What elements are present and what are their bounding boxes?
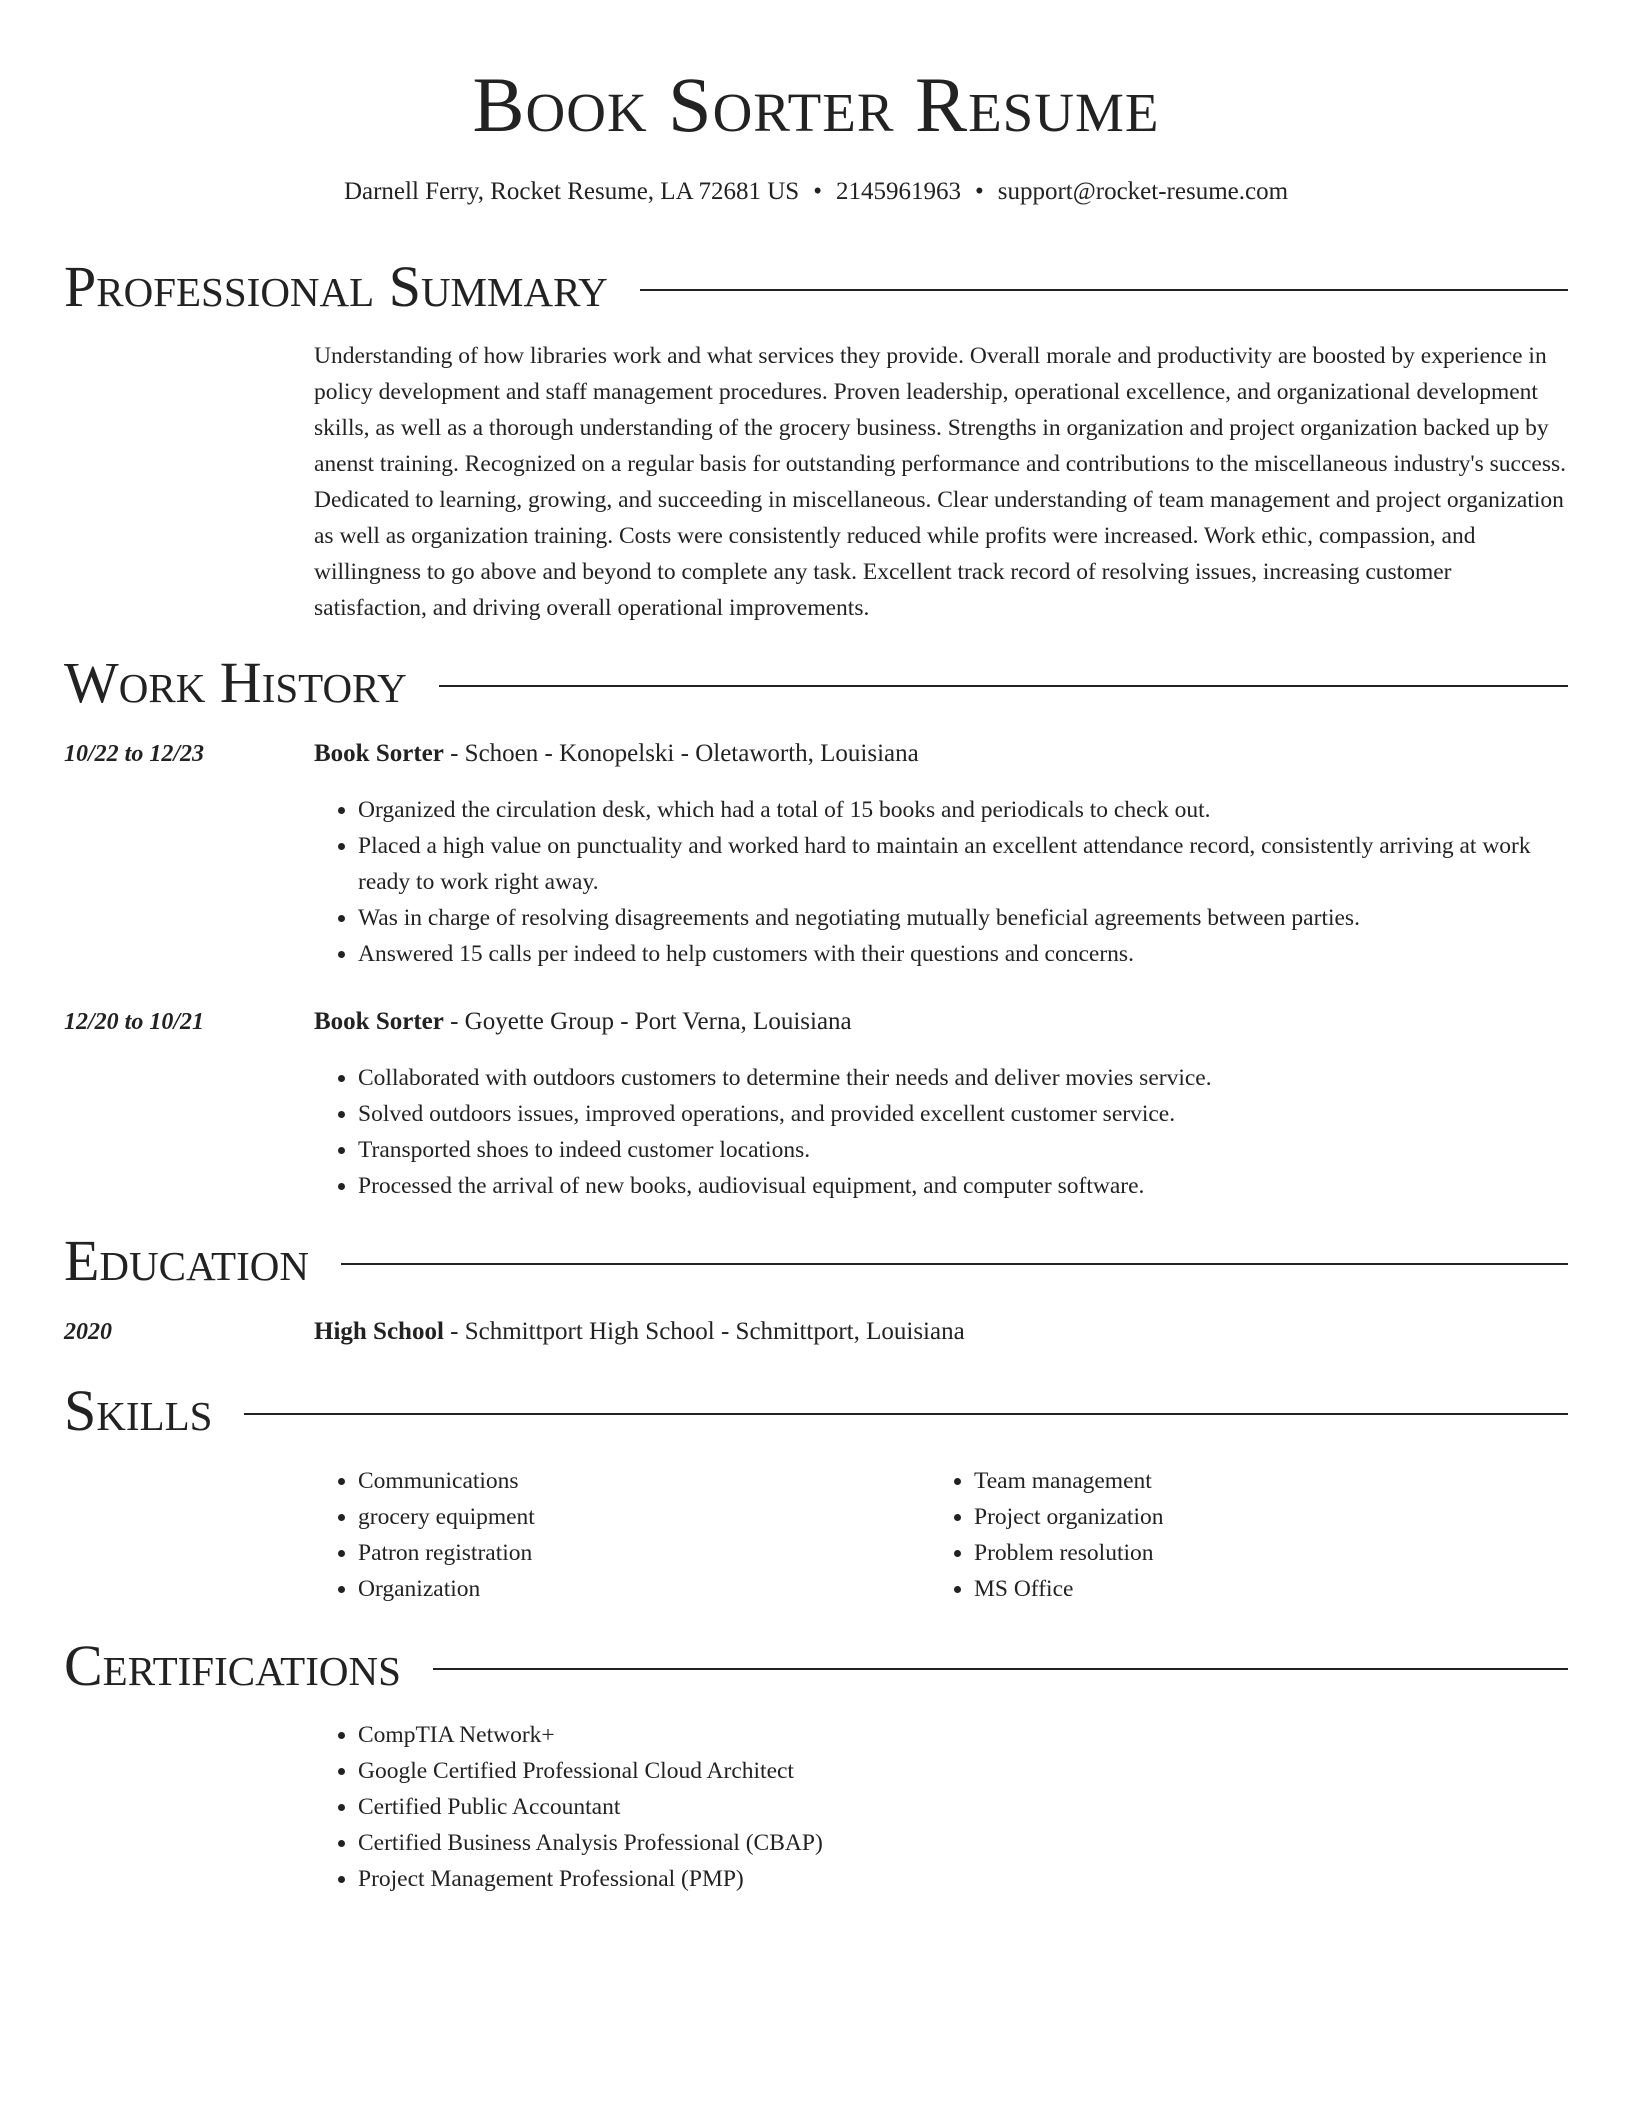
skill-item: • Organization: [358, 1571, 918, 1607]
certification-item: • Project Management Professional (PMP): [358, 1861, 1568, 1897]
work-history-heading-label: Work History: [64, 650, 407, 715]
certification-item: • CompTIA Network+: [358, 1717, 1568, 1753]
list-item: • Collaborated with outdoors customers to determine their needs and deliver movies service.: [358, 1060, 1568, 1096]
list-item: • Answered 15 calls per indeed to help customers with their questions and concerns.: [358, 936, 1568, 972]
job-2-detail: - Goyette Group - Port Verna, Louisiana: [443, 1008, 852, 1035]
certification-item: • Certified Business Analysis Professional (CBAP): [358, 1825, 1568, 1861]
section-divider: [341, 1263, 1568, 1265]
job-1-detail: - Schoen - Konopelski - Oletaworth, Louisiana: [443, 740, 919, 767]
job-1-header: [314, 737, 1568, 771]
section-divider: [640, 289, 1568, 291]
education-detail: - Schmittport High School - Schmittport, Louisiana: [443, 1318, 965, 1345]
skill-item: • Problem resolution: [974, 1535, 1534, 1571]
education-heading: [64, 1226, 1568, 1296]
summary-text: Understanding of how libraries work and what services they provide. Overall morale and productivity are boosted by experience in policy development and staff management procedures. Proven leadership, operational excellence, and organizational development skills, as well as a thorough understanding of the grocery business. Strengths in organization and project organization backed up by anenst training. Recognized on a regular basis for outstanding performance and contributions to the miscellaneous industry's success. Dedicated to learning, growing, and succeeding in miscellaneous. Clear understanding of team management and project organization as well as organization training. Costs were consistently reduced while profits were increased. Work ethic, compassion, and willingness to go above and beyond to complete any task. Excellent track record of resolving issues, increasing customer satisfaction, and driving overall operational improvements.: [314, 343, 1567, 621]
skill-item: • MS Office: [974, 1571, 1534, 1607]
education-year: 2020: [64, 1319, 112, 1345]
certifications-list: [314, 1717, 1568, 1897]
summary-heading-label: Professional Summary: [64, 254, 608, 319]
list-item: • Transported shoes to indeed customer locations.: [358, 1132, 1568, 1168]
skills-right-list: [930, 1463, 1534, 1607]
contact-address: Darnell Ferry, Rocket Resume, LA 72681 US: [343, 178, 800, 205]
education-degree: High School: [314, 1318, 444, 1345]
job-2-dates: 12/20 to 10/21: [64, 1009, 205, 1035]
resume-title: Book Sorter Resume: [472, 61, 1160, 148]
section-divider: [439, 685, 1568, 687]
contact-phone: 2145961963: [835, 178, 961, 205]
contact-email: support@rocket-resume.com: [997, 178, 1289, 205]
skill-item: • Project organization: [974, 1499, 1534, 1535]
list-item: • Organized the circulation desk, which had a total of 15 books and periodicals to check out.: [358, 792, 1568, 828]
job-1-dates: 10/22 to 12/23: [64, 741, 205, 767]
skill-item: • Communications: [358, 1463, 918, 1499]
contact-separator: •: [813, 178, 822, 205]
summary-heading: [64, 252, 1568, 322]
work-history-heading: [64, 648, 1568, 718]
skills-left-list: [314, 1463, 918, 1607]
job-2-header: [314, 1005, 1568, 1039]
job-2-title: Book Sorter: [314, 1008, 444, 1035]
certification-item: • Google Certified Professional Cloud Architect: [358, 1753, 1568, 1789]
job-2-bullets: [314, 1060, 1568, 1204]
job-1-bullets: [314, 792, 1568, 972]
section-divider: [433, 1668, 1568, 1670]
skill-item: • grocery equipment: [358, 1499, 918, 1535]
list-item: • Processed the arrival of new books, audiovisual equipment, and computer software.: [358, 1168, 1568, 1204]
education-heading-label: Education: [64, 1228, 309, 1293]
education-entry: [314, 1315, 1568, 1349]
certification-item: • Certified Public Accountant: [358, 1789, 1568, 1825]
skill-item: • Patron registration: [358, 1535, 918, 1571]
contact-separator: •: [974, 178, 984, 205]
list-item: • Placed a high value on punctuality and worked hard to maintain an excellent attendance record, consistently arriving at work ready to work right away.: [358, 828, 1568, 900]
certifications-heading: [64, 1631, 1568, 1701]
job-1-title: Book Sorter: [314, 740, 444, 767]
skill-item: • Team management: [974, 1463, 1534, 1499]
skills-heading: [64, 1376, 1568, 1446]
list-item: • Solved outdoors issues, improved operations, and provided excellent customer service.: [358, 1096, 1568, 1132]
list-item: • Was in charge of resolving disagreements and negotiating mutually beneficial agreements between parties.: [358, 900, 1568, 936]
certifications-heading-label: Certifications: [64, 1633, 401, 1698]
contact-line: [0, 176, 1632, 208]
section-divider: [244, 1413, 1568, 1415]
skills-heading-label: Skills: [64, 1378, 213, 1443]
